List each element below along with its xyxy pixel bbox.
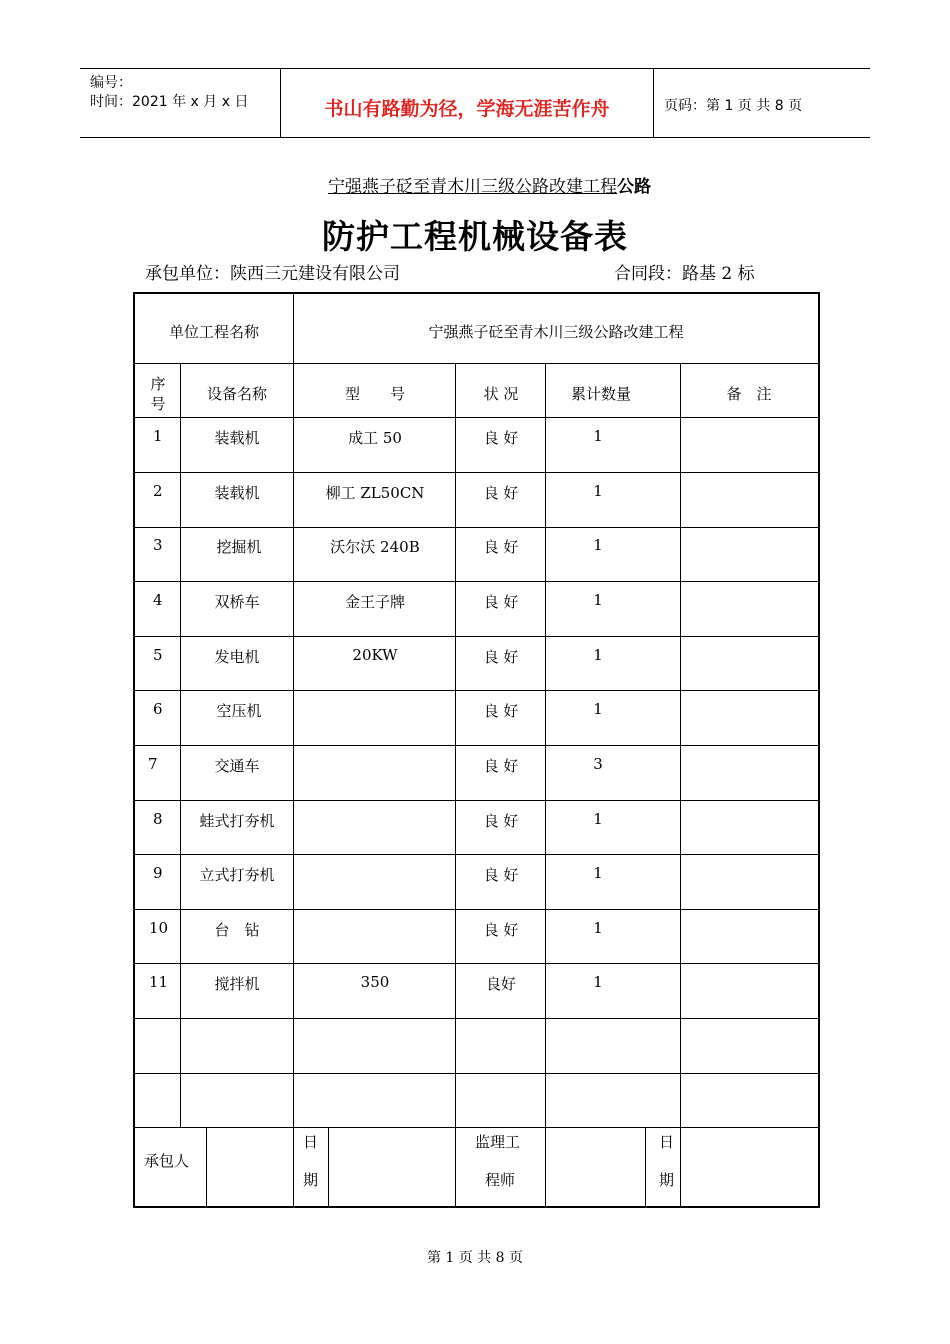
date-label-1: 期 — [303, 1171, 319, 1189]
table-divider — [180, 363, 181, 1127]
row-equipment-name: 装载机 — [214, 429, 260, 447]
row-status: 良 好 — [483, 757, 519, 775]
table-divider — [455, 1127, 456, 1208]
row-status: 良 好 — [483, 921, 519, 939]
page-header — [80, 68, 870, 138]
row-quantity: 1 — [593, 427, 603, 445]
unit-project-value: 宁强燕子砭至青木川三级公路改建工程 — [428, 323, 684, 341]
row-model: 350 — [360, 973, 390, 991]
row-quantity: 1 — [593, 810, 603, 828]
row-status: 良 好 — [483, 866, 519, 884]
row-equipment-name: 装载机 — [214, 484, 260, 502]
contractor-signer-label: 承包人 — [144, 1152, 190, 1170]
row-model: 沃尔沃 240B — [330, 538, 420, 556]
table-divider — [135, 363, 818, 364]
row-equipment-name: 双桥车 — [214, 593, 260, 611]
row-seq: 3 — [153, 536, 163, 554]
header-status: 状 况 — [483, 385, 519, 403]
supervisor-label: 程师 — [485, 1171, 516, 1189]
row-quantity: 1 — [593, 482, 603, 500]
table-divider — [455, 363, 456, 1127]
unit-project-label: 单位工程名称 — [168, 323, 260, 341]
row-model: 金王子牌 — [344, 593, 406, 611]
table-divider — [135, 745, 818, 746]
row-status: 良 好 — [483, 812, 519, 830]
header-page-cell — [654, 69, 870, 137]
row-equipment-name: 立式打夯机 — [199, 866, 275, 884]
table-divider — [293, 1127, 294, 1208]
row-seq: 7 — [148, 755, 158, 773]
header-remark: 备 注 — [726, 385, 772, 403]
row-status: 良 好 — [483, 702, 519, 720]
table-divider — [545, 363, 546, 1127]
row-equipment-name: 蛙式打夯机 — [199, 812, 275, 830]
row-quantity: 1 — [593, 864, 603, 882]
table-divider — [135, 1127, 818, 1128]
project-line — [328, 172, 651, 197]
header-seq: 号 — [150, 395, 166, 413]
row-quantity: 1 — [593, 591, 603, 609]
date-label-2: 期 — [659, 1171, 675, 1189]
row-seq: 2 — [153, 482, 163, 500]
row-status: 良 好 — [483, 593, 519, 611]
supervisor-label: 监理工 — [475, 1133, 521, 1151]
row-seq: 6 — [153, 700, 163, 718]
header-equipment-name: 设备名称 — [206, 385, 268, 403]
page-footer: 第 1 页 共 8 页 — [426, 1250, 524, 1266]
row-seq: 8 — [153, 810, 163, 828]
row-status: 良 好 — [483, 429, 519, 447]
header-seq: 序 — [150, 375, 166, 393]
doc-date: 时间：2021 年 x 月 x 日 — [90, 94, 249, 110]
table-divider — [645, 1127, 646, 1208]
table-divider — [328, 1127, 329, 1208]
header-model: 型 号 — [344, 385, 406, 403]
equipment-table — [133, 292, 820, 1208]
row-model: 柳工 ZL50CN — [325, 484, 425, 502]
header-motto-cell — [281, 69, 654, 137]
table-divider — [135, 581, 818, 582]
doc-number-label: 编号： — [90, 75, 132, 91]
row-seq: 10 — [149, 919, 169, 937]
page-title: 防护工程机械设备表 — [322, 217, 628, 256]
table-divider — [135, 909, 818, 910]
row-equipment-name: 发电机 — [214, 648, 260, 666]
row-quantity: 1 — [593, 919, 603, 937]
table-divider — [135, 1073, 818, 1074]
row-quantity: 3 — [593, 755, 603, 773]
table-divider — [135, 800, 818, 801]
table-divider — [135, 1018, 818, 1019]
header-quantity: 累计数量 — [570, 385, 632, 403]
table-divider — [135, 690, 818, 691]
row-status: 良 好 — [483, 648, 519, 666]
table-divider — [680, 1127, 681, 1208]
row-quantity: 1 — [593, 536, 603, 554]
header-motto: 书山有路勤为径，学海无涯苦作舟 — [324, 98, 610, 120]
row-status: 良 好 — [483, 538, 519, 556]
table-divider — [135, 472, 818, 473]
table-divider — [293, 294, 294, 363]
row-quantity: 1 — [593, 646, 603, 664]
row-model: 成工 50 — [348, 429, 402, 447]
table-divider — [135, 854, 818, 855]
row-seq: 11 — [149, 973, 169, 991]
date-label-2: 日 — [659, 1133, 675, 1151]
table-divider — [135, 417, 818, 418]
table-divider — [206, 1127, 207, 1208]
row-quantity: 1 — [593, 973, 603, 991]
table-divider — [135, 963, 818, 964]
row-seq: 5 — [153, 646, 163, 664]
row-status: 良好 — [485, 975, 517, 993]
row-equipment-name: 台 钻 — [214, 921, 260, 939]
row-equipment-name: 搅拌机 — [214, 975, 260, 993]
project-name: 宁强燕子砭至青木川三级公路改建工程 — [328, 177, 617, 197]
row-equipment-name: 挖掘机 — [216, 538, 262, 556]
row-status: 良 好 — [483, 484, 519, 502]
table-divider — [135, 527, 818, 528]
row-seq: 1 — [153, 427, 163, 445]
date-label-1: 日 — [303, 1133, 319, 1151]
table-divider — [293, 363, 294, 1127]
row-seq: 4 — [153, 591, 163, 609]
header-meta — [80, 69, 281, 137]
row-quantity: 1 — [593, 700, 603, 718]
header-page-code: 页码：第 1 页 共 8 页 — [664, 98, 803, 114]
contract-section: 合同段：路基 2 标 — [614, 264, 755, 284]
row-model: 20KW — [352, 646, 398, 664]
row-equipment-name: 空压机 — [216, 702, 262, 720]
row-seq: 9 — [153, 864, 163, 882]
contractor-unit: 承包单位：陕西三元建设有限公司 — [145, 264, 400, 284]
table-divider — [680, 363, 681, 1127]
project-suffix: 公路 — [617, 177, 651, 197]
row-equipment-name: 交通车 — [214, 757, 260, 775]
table-divider — [545, 1127, 546, 1208]
table-divider — [135, 636, 818, 637]
